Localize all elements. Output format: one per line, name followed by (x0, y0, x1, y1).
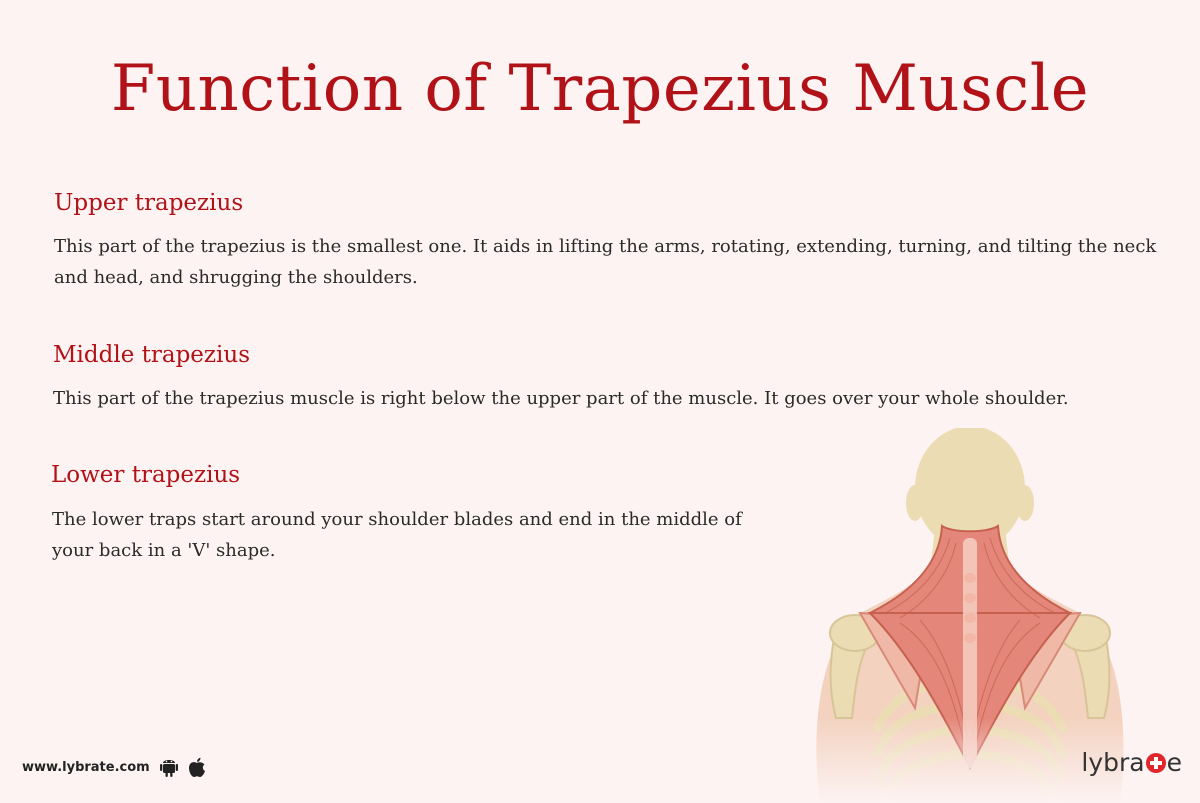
text-upper-trapezius: This part of the trapezius is the smallest one. It aids in lifting the arms, rotating, extending, turning, and tilting the neck and head, and shrugging the shoulders. (54, 236, 1157, 288)
apple-icon[interactable] (188, 757, 206, 778)
heading-lower-trapezius: Lower trapezius (51, 462, 241, 488)
footer-url[interactable]: www.lybrate.com (22, 759, 150, 775)
text-middle-trapezius: This part of the trapezius muscle is right below the upper part of the muscle. It goes over your whole shoulder. (53, 388, 1069, 409)
lybrate-logo (1081, 748, 1182, 777)
brand-text-end: e (1166, 748, 1182, 777)
page-title: Function of Trapezius Muscle (110, 52, 1090, 126)
android-icon[interactable] (160, 757, 178, 777)
heading-middle-trapezius: Middle trapezius (53, 342, 251, 368)
footer (22, 754, 206, 780)
brand-text-start: lybra (1081, 748, 1145, 777)
text-lower-trapezius: The lower traps start around your shoulder blades and end in the middle of your back in a 'V' shape. (52, 509, 742, 561)
plus-icon (1146, 753, 1166, 773)
heading-upper-trapezius: Upper trapezius (54, 190, 244, 216)
trapezius-illustration (800, 428, 1140, 803)
